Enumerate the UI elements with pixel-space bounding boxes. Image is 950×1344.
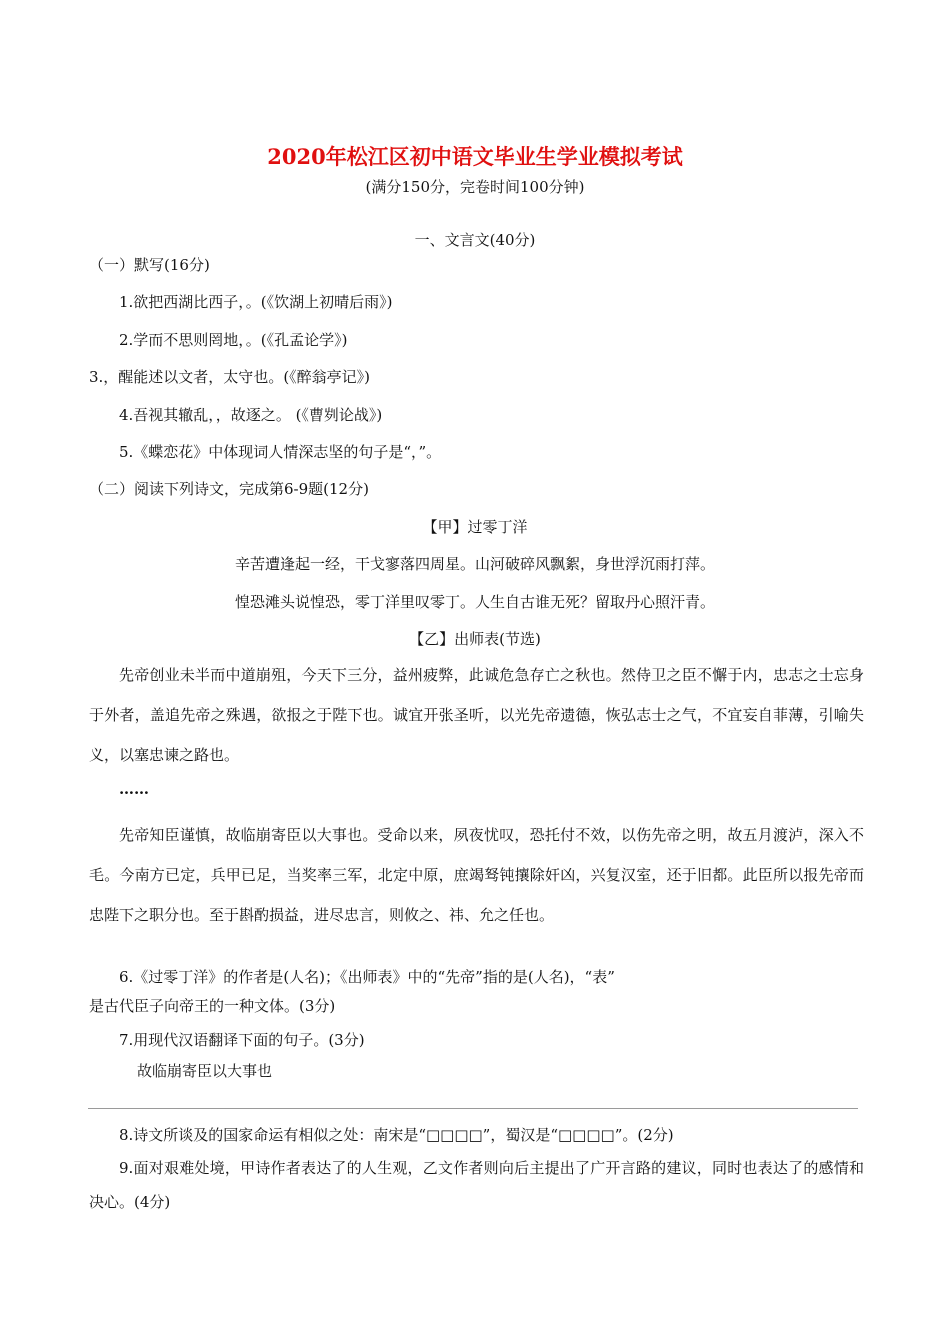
question-7-sentence: 故临崩寄臣以大事也 <box>137 1062 273 1080</box>
text-b-paragraph-2: 先帝知臣谨慎，故临崩寄臣以大事也。受命以来，夙夜忧叹，恐托付不效，以伤先帝之明，故五月渡泸，深入不毛。今南方已定，兵甲已足，当奖率三军，北定中原，庶竭驽钝攘除奸凶，兴复汉室，还于旧都。此臣所以报先帝而忠陛下之职分也。至于斟酌损益，进尽忠言，则攸之、祎、允之任也。 <box>89 826 864 924</box>
question-2: 2.学而不思则罔地，。(《孔孟论学》) <box>119 331 348 349</box>
question-6-line-1: 6.《过零丁洋》的作者是(人名)；《出师表》中的“先帝”指的是(人名)，“表” <box>119 968 615 986</box>
section-heading: 一、文言文(40分) <box>414 231 536 249</box>
question-1: 1.欲把西湖比西子，。(《饮湖上初晴后雨》) <box>119 293 393 311</box>
part-heading-2: （二）阅读下列诗文，完成第6-9题(12分) <box>89 480 369 498</box>
question-8: 8.诗文所谈及的国家命运有相似之处：南宋是“□□□□”，蜀汉是“□□□□”。(2分) <box>119 1126 674 1144</box>
question-6-line-2: 是古代臣子向帝王的一种文体。(3分) <box>89 997 336 1015</box>
poem-a-line-2: 惶恐滩头说惶恐，零丁洋里叹零丁。人生自古谁无死？留取丹心照汗青。 <box>234 593 715 611</box>
question-9: 9.面对艰难处境，甲诗作者表达了的人生观，乙文作者则向后主提出了广开言路的建议，同时也表达了的感情和决心。(4分) <box>89 1159 864 1211</box>
poem-a-line-1: 辛苦遭逢起一经，干戈寥落四周星。山河破碎风飘絮，身世浮沉雨打萍。 <box>234 555 715 573</box>
question-4: 4.吾视其辙乱，，故逐之。 (《曹刿论战》) <box>119 406 383 424</box>
text-b-paragraph-1: 先帝创业未半而中道崩殂，今天下三分，益州疲弊，此诚危急存亡之秋也。然侍卫之臣不懈于内，忠志之士忘身于外者，盖追先帝之殊遇，欲报之于陛下也。诚宜开张圣听，以光先帝遗德，恢弘志士之气，不宜妄自菲薄，引喻失义，以塞忠谏之路也。 <box>89 666 864 764</box>
question-5: 5.《蝶恋花》中体现词人情深志坚的句子是“，”。 <box>119 443 442 461</box>
question-3: 3.，醒能述以文者，太守也。(《醉翁亭记》) <box>89 368 371 386</box>
ellipsis: …… <box>119 780 149 798</box>
question-7: 7.用现代汉语翻译下面的句子。(3分) <box>119 1031 365 1049</box>
text-b-title: 【乙】出师表(节选) <box>409 630 541 648</box>
poem-a-title: 【甲】过零丁洋 <box>422 518 528 536</box>
part-heading-1: （一）默写(16分) <box>89 256 210 274</box>
answer-line <box>88 1108 858 1109</box>
exam-subtitle: (满分150分，完卷时间100分钟) <box>365 178 585 196</box>
exam-title: 2020年松江区初中语文毕业生学业模拟考试 <box>267 144 683 169</box>
